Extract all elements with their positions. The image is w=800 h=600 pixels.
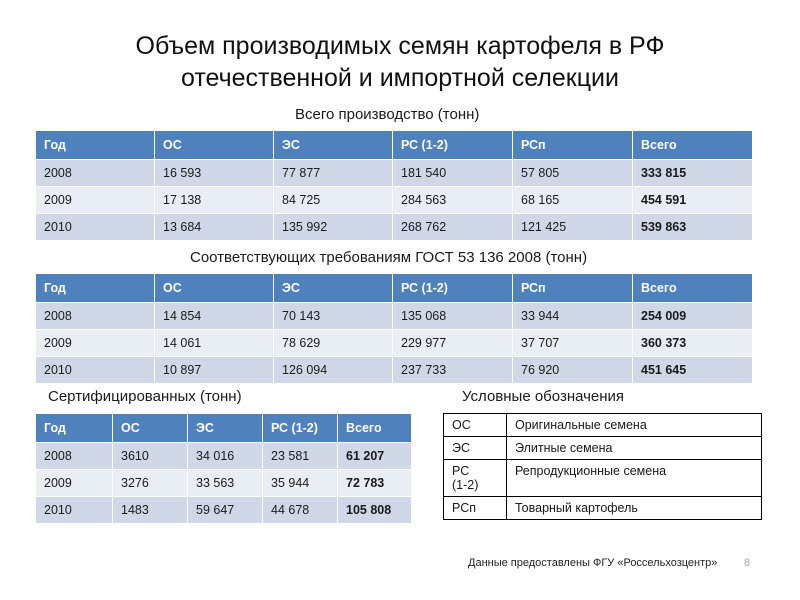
legend-desc: Товарный картофель (507, 497, 762, 520)
cell-os: 1483 (113, 497, 188, 524)
slide-title (0, 30, 800, 94)
cell-rs: 35 944 (263, 470, 338, 497)
header-es: ЭС (274, 131, 393, 160)
cell-es: 126 094 (274, 357, 393, 384)
cell-total: 454 591 (633, 187, 753, 214)
cell-year: 2009 (36, 330, 155, 357)
legend-desc: Оригинальные семена (507, 414, 762, 437)
header-rs: РС (1-2) (263, 414, 338, 443)
cell-rs: 229 977 (393, 330, 513, 357)
title-line-2: отечественной и импортной селекции (181, 64, 619, 92)
table-header-row (36, 414, 412, 443)
cell-os: 14 061 (155, 330, 274, 357)
page-number: 8 (744, 557, 751, 569)
legend-row (444, 437, 762, 460)
header-total: Всего (633, 131, 753, 160)
total-production-caption: Всего производство (тонн) (295, 106, 480, 123)
cell-year: 2008 (36, 443, 113, 470)
cell-es: 33 563 (188, 470, 263, 497)
cell-rsp: 57 805 (513, 160, 633, 187)
cell-es: 70 143 (274, 303, 393, 330)
legend-table (443, 413, 762, 520)
cell-es: 84 725 (274, 187, 393, 214)
legend-desc: Элитные семена (507, 437, 762, 460)
cell-es: 135 992 (274, 214, 393, 241)
table-row (36, 303, 753, 330)
cell-rsp: 76 920 (513, 357, 633, 384)
gost-compliant-caption: Соответствующих требованиям ГОСТ 53 136 2008 (тонн) (190, 249, 588, 266)
certified-table (35, 413, 412, 524)
header-total: Всего (338, 414, 412, 443)
cell-os: 16 593 (155, 160, 274, 187)
cell-total: 451 645 (633, 357, 753, 384)
header-es: ЭС (188, 414, 263, 443)
cell-rs: 268 762 (393, 214, 513, 241)
cell-rs: 23 581 (263, 443, 338, 470)
table-row (36, 214, 753, 241)
cell-rs: 44 678 (263, 497, 338, 524)
header-rs: РС (1-2) (393, 274, 513, 303)
header-year: Год (36, 274, 155, 303)
cell-year: 2010 (36, 497, 113, 524)
cell-year: 2008 (36, 160, 155, 187)
title-line-1: Объем производимых семян картофеля в РФ (135, 32, 665, 60)
legend-abbr: ОС (444, 414, 507, 437)
table-header-row (36, 131, 753, 160)
cell-rs: 284 563 (393, 187, 513, 214)
cell-total: 360 373 (633, 330, 753, 357)
cell-es: 77 877 (274, 160, 393, 187)
cell-total: 105 808 (338, 497, 412, 524)
header-os: ОС (113, 414, 188, 443)
table-row (36, 443, 412, 470)
table-row (36, 497, 412, 524)
cell-os: 13 684 (155, 214, 274, 241)
legend-abbr-line-1: РС (452, 464, 470, 478)
legend-desc: Репродукционные семена (507, 460, 762, 497)
cell-total: 61 207 (338, 443, 412, 470)
cell-os: 17 138 (155, 187, 274, 214)
cell-total: 254 009 (633, 303, 753, 330)
cell-rsp: 121 425 (513, 214, 633, 241)
header-year: Год (36, 414, 113, 443)
table-header-row (36, 274, 753, 303)
cell-total: 72 783 (338, 470, 412, 497)
header-es: ЭС (274, 274, 393, 303)
cell-rsp: 68 165 (513, 187, 633, 214)
legend-abbr: ЭС (444, 437, 507, 460)
header-rs: РС (1-2) (393, 131, 513, 160)
header-rsp: РСп (513, 274, 633, 303)
header-total: Всего (633, 274, 753, 303)
legend-row (444, 497, 762, 520)
header-os: ОС (155, 274, 274, 303)
cell-es: 34 016 (188, 443, 263, 470)
cell-rs: 135 068 (393, 303, 513, 330)
cell-total: 539 863 (633, 214, 753, 241)
cell-rs: 237 733 (393, 357, 513, 384)
cell-year: 2009 (36, 470, 113, 497)
gost-compliant-table (35, 273, 753, 384)
cell-es: 78 629 (274, 330, 393, 357)
legend-abbr (444, 460, 507, 497)
cell-year: 2009 (36, 187, 155, 214)
header-year: Год (36, 131, 155, 160)
legend-abbr-line-2: (1-2) (452, 478, 479, 492)
cell-os: 10 897 (155, 357, 274, 384)
total-production-table (35, 130, 753, 241)
legend-row (444, 414, 762, 437)
cell-rs: 181 540 (393, 160, 513, 187)
table-row (36, 160, 753, 187)
header-os: ОС (155, 131, 274, 160)
table-row (36, 330, 753, 357)
cell-year: 2008 (36, 303, 155, 330)
certified-caption: Сертифицированных (тонн) (48, 388, 242, 405)
cell-total: 333 815 (633, 160, 753, 187)
legend-caption: Условные обозначения (462, 388, 625, 405)
cell-os: 14 854 (155, 303, 274, 330)
cell-os: 3610 (113, 443, 188, 470)
cell-year: 2010 (36, 214, 155, 241)
table-row (36, 470, 412, 497)
cell-year: 2010 (36, 357, 155, 384)
legend-abbr: РСп (444, 497, 507, 520)
data-source-footer: Данные предоставлены ФГУ «Россельхозцентр» (468, 557, 718, 569)
cell-es: 59 647 (188, 497, 263, 524)
table-row (36, 357, 753, 384)
legend-row (444, 460, 762, 497)
header-rsp: РСп (513, 131, 633, 160)
cell-os: 3276 (113, 470, 188, 497)
cell-rsp: 33 944 (513, 303, 633, 330)
cell-rsp: 37 707 (513, 330, 633, 357)
table-row (36, 187, 753, 214)
